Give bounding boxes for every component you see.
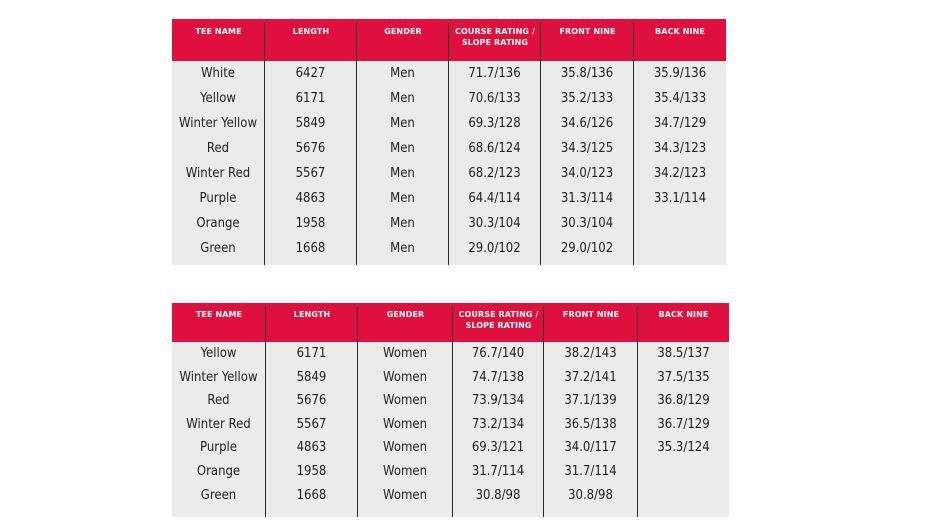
cell-tee-name: Yellow xyxy=(200,346,237,361)
cell-length: 5567 xyxy=(295,166,326,181)
cell-tee-name: Orange xyxy=(196,216,240,231)
cell-length: 1958 xyxy=(295,216,326,231)
cell-front-nine: 34.3/125 xyxy=(560,141,614,156)
header-tee-name: TEE NAME xyxy=(195,27,242,36)
cell-tee-name: Winter Yellow xyxy=(179,369,258,385)
column-back-nine xyxy=(638,307,729,517)
cell-length: 5849 xyxy=(295,116,326,131)
men-tee-table xyxy=(172,19,726,265)
header-length: LENGTH xyxy=(292,27,330,36)
cell-back-nine xyxy=(634,236,726,261)
cell-tee-name: Winter Yellow xyxy=(178,116,258,131)
cell-front-nine: 38.2/143 xyxy=(564,346,617,361)
column-tee-name xyxy=(172,23,265,265)
cell-front-nine: 35.2/133 xyxy=(560,91,614,106)
cell-course-slope-rating: 74.7/138 xyxy=(471,369,525,385)
header-back-nine: BACK NINE xyxy=(658,310,709,319)
cell-course-slope-rating: 68.2/123 xyxy=(468,166,521,181)
cell-back-nine: 36.8/129 xyxy=(657,393,710,409)
cell-gender: Men xyxy=(390,141,415,156)
cell-course-slope-rating: 64.4/114 xyxy=(468,191,521,206)
cell-back-nine xyxy=(638,460,729,484)
cell-course-slope-rating: 30.8/98 xyxy=(475,487,521,503)
cell-front-nine: 34.6/126 xyxy=(560,116,614,131)
cell-front-nine: 34.0/117 xyxy=(564,440,617,456)
cell-course-slope-rating: 31.7/114 xyxy=(471,463,525,479)
cell-length: 5676 xyxy=(295,141,326,156)
cell-length: 5849 xyxy=(296,369,327,385)
cell-gender: Men xyxy=(390,216,415,231)
cell-front-nine: 31.7/114 xyxy=(564,463,617,479)
table-body xyxy=(172,61,726,265)
women-tee-table xyxy=(172,303,729,517)
cell-length: 1668 xyxy=(295,241,326,256)
cell-front-nine: 37.2/141 xyxy=(564,369,617,385)
cell-front-nine: 30.8/98 xyxy=(568,487,613,503)
cell-tee-name: Winter Red xyxy=(185,166,251,181)
cell-gender: Men xyxy=(390,66,415,81)
cell-tee-name: Red xyxy=(207,393,230,409)
cell-back-nine: 35.3/124 xyxy=(657,440,710,456)
cell-gender: Women xyxy=(383,463,427,479)
cell-tee-name: Green xyxy=(200,241,236,256)
cell-gender: Women xyxy=(383,393,427,409)
cell-gender: Women xyxy=(383,369,427,385)
cell-tee-name: Winter Red xyxy=(186,416,251,432)
cell-tee-name: Green xyxy=(200,487,237,503)
column-tee-name xyxy=(172,307,266,517)
cell-course-slope-rating: 68.6/124 xyxy=(468,141,521,156)
cell-front-nine: 37.1/139 xyxy=(564,393,617,409)
cell-back-nine: 34.2/123 xyxy=(653,166,707,181)
cell-course-slope-rating: 70.6/133 xyxy=(468,91,521,106)
cell-gender: Men xyxy=(390,241,415,256)
cell-course-slope-rating: 69.3/128 xyxy=(468,116,521,131)
cell-course-slope-rating: 69.3/121 xyxy=(471,440,525,456)
cell-back-nine: 35.9/136 xyxy=(653,66,707,81)
cell-tee-name: Purple xyxy=(200,440,237,456)
cell-back-nine: 38.5/137 xyxy=(657,346,710,361)
cell-course-slope-rating: 73.9/134 xyxy=(471,393,525,409)
cell-course-slope-rating: 71.7/136 xyxy=(468,66,521,81)
header-back-nine: BACK NINE xyxy=(655,27,705,36)
header-front-nine: FRONT NINE xyxy=(562,310,620,319)
cell-tee-name: Yellow xyxy=(200,91,236,106)
cell-length: 6427 xyxy=(295,66,326,81)
cell-length: 1668 xyxy=(296,487,327,503)
cell-gender: Women xyxy=(383,416,427,432)
cell-back-nine: 34.3/123 xyxy=(653,141,707,156)
cell-front-nine: 36.5/138 xyxy=(564,416,617,432)
cell-back-nine: 36.7/129 xyxy=(657,416,710,432)
cell-tee-name: Purple xyxy=(199,191,237,206)
header-course-slope-rating: COURSE RATING / SLOPE RATING xyxy=(458,310,539,330)
header-tee-name: TEE NAME xyxy=(195,310,243,319)
cell-gender: Men xyxy=(390,91,415,106)
cell-front-nine: 35.8/136 xyxy=(560,66,614,81)
cell-gender: Men xyxy=(390,166,415,181)
cell-length: 1958 xyxy=(296,463,327,479)
cell-back-nine: 33.1/114 xyxy=(653,191,707,206)
cell-length: 6171 xyxy=(296,346,327,361)
cell-front-nine: 30.3/104 xyxy=(560,216,614,231)
cell-length: 5567 xyxy=(296,416,327,432)
cell-gender: Women xyxy=(383,346,427,361)
cell-course-slope-rating: 30.3/104 xyxy=(468,216,521,231)
cell-gender: Women xyxy=(383,440,427,456)
column-gender xyxy=(358,307,453,517)
column-front-nine xyxy=(541,23,634,265)
column-course-slope-rating xyxy=(449,23,541,265)
cell-course-slope-rating: 73.2/134 xyxy=(471,416,525,432)
cell-front-nine: 31.3/114 xyxy=(560,191,614,206)
header-gender: GENDER xyxy=(386,310,425,319)
column-gender xyxy=(357,23,449,265)
cell-course-slope-rating: 29.0/102 xyxy=(468,241,521,256)
column-front-nine xyxy=(544,307,638,517)
cell-tee-name: Red xyxy=(206,141,230,156)
header-gender: GENDER xyxy=(384,27,422,36)
cell-back-nine: 37.5/135 xyxy=(657,369,710,385)
table-body xyxy=(172,342,729,517)
cell-front-nine: 34.0/123 xyxy=(560,166,614,181)
cell-tee-name: Orange xyxy=(196,463,241,479)
cell-gender: Women xyxy=(383,487,427,503)
header-front-nine: FRONT NINE xyxy=(559,27,616,36)
cell-length: 5676 xyxy=(296,393,327,409)
cell-length: 6171 xyxy=(295,91,326,106)
cell-course-slope-rating: 76.7/140 xyxy=(471,346,525,361)
cell-tee-name: White xyxy=(200,66,235,81)
header-length: LENGTH xyxy=(293,310,331,319)
cell-front-nine: 29.0/102 xyxy=(560,241,614,256)
cell-back-nine: 35.4/133 xyxy=(653,91,707,106)
cell-length: 4863 xyxy=(296,440,327,456)
cell-back-nine xyxy=(638,484,729,508)
header-course-slope-rating: COURSE RATING / SLOPE RATING xyxy=(455,27,535,47)
cell-gender: Men xyxy=(390,116,415,131)
cell-length: 4863 xyxy=(295,191,326,206)
column-length xyxy=(265,23,357,265)
column-course-slope-rating xyxy=(453,307,544,517)
cell-back-nine xyxy=(634,211,726,236)
cell-back-nine: 34.7/129 xyxy=(653,116,707,131)
column-back-nine xyxy=(634,23,726,265)
column-length xyxy=(266,307,358,517)
cell-gender: Men xyxy=(390,191,415,206)
